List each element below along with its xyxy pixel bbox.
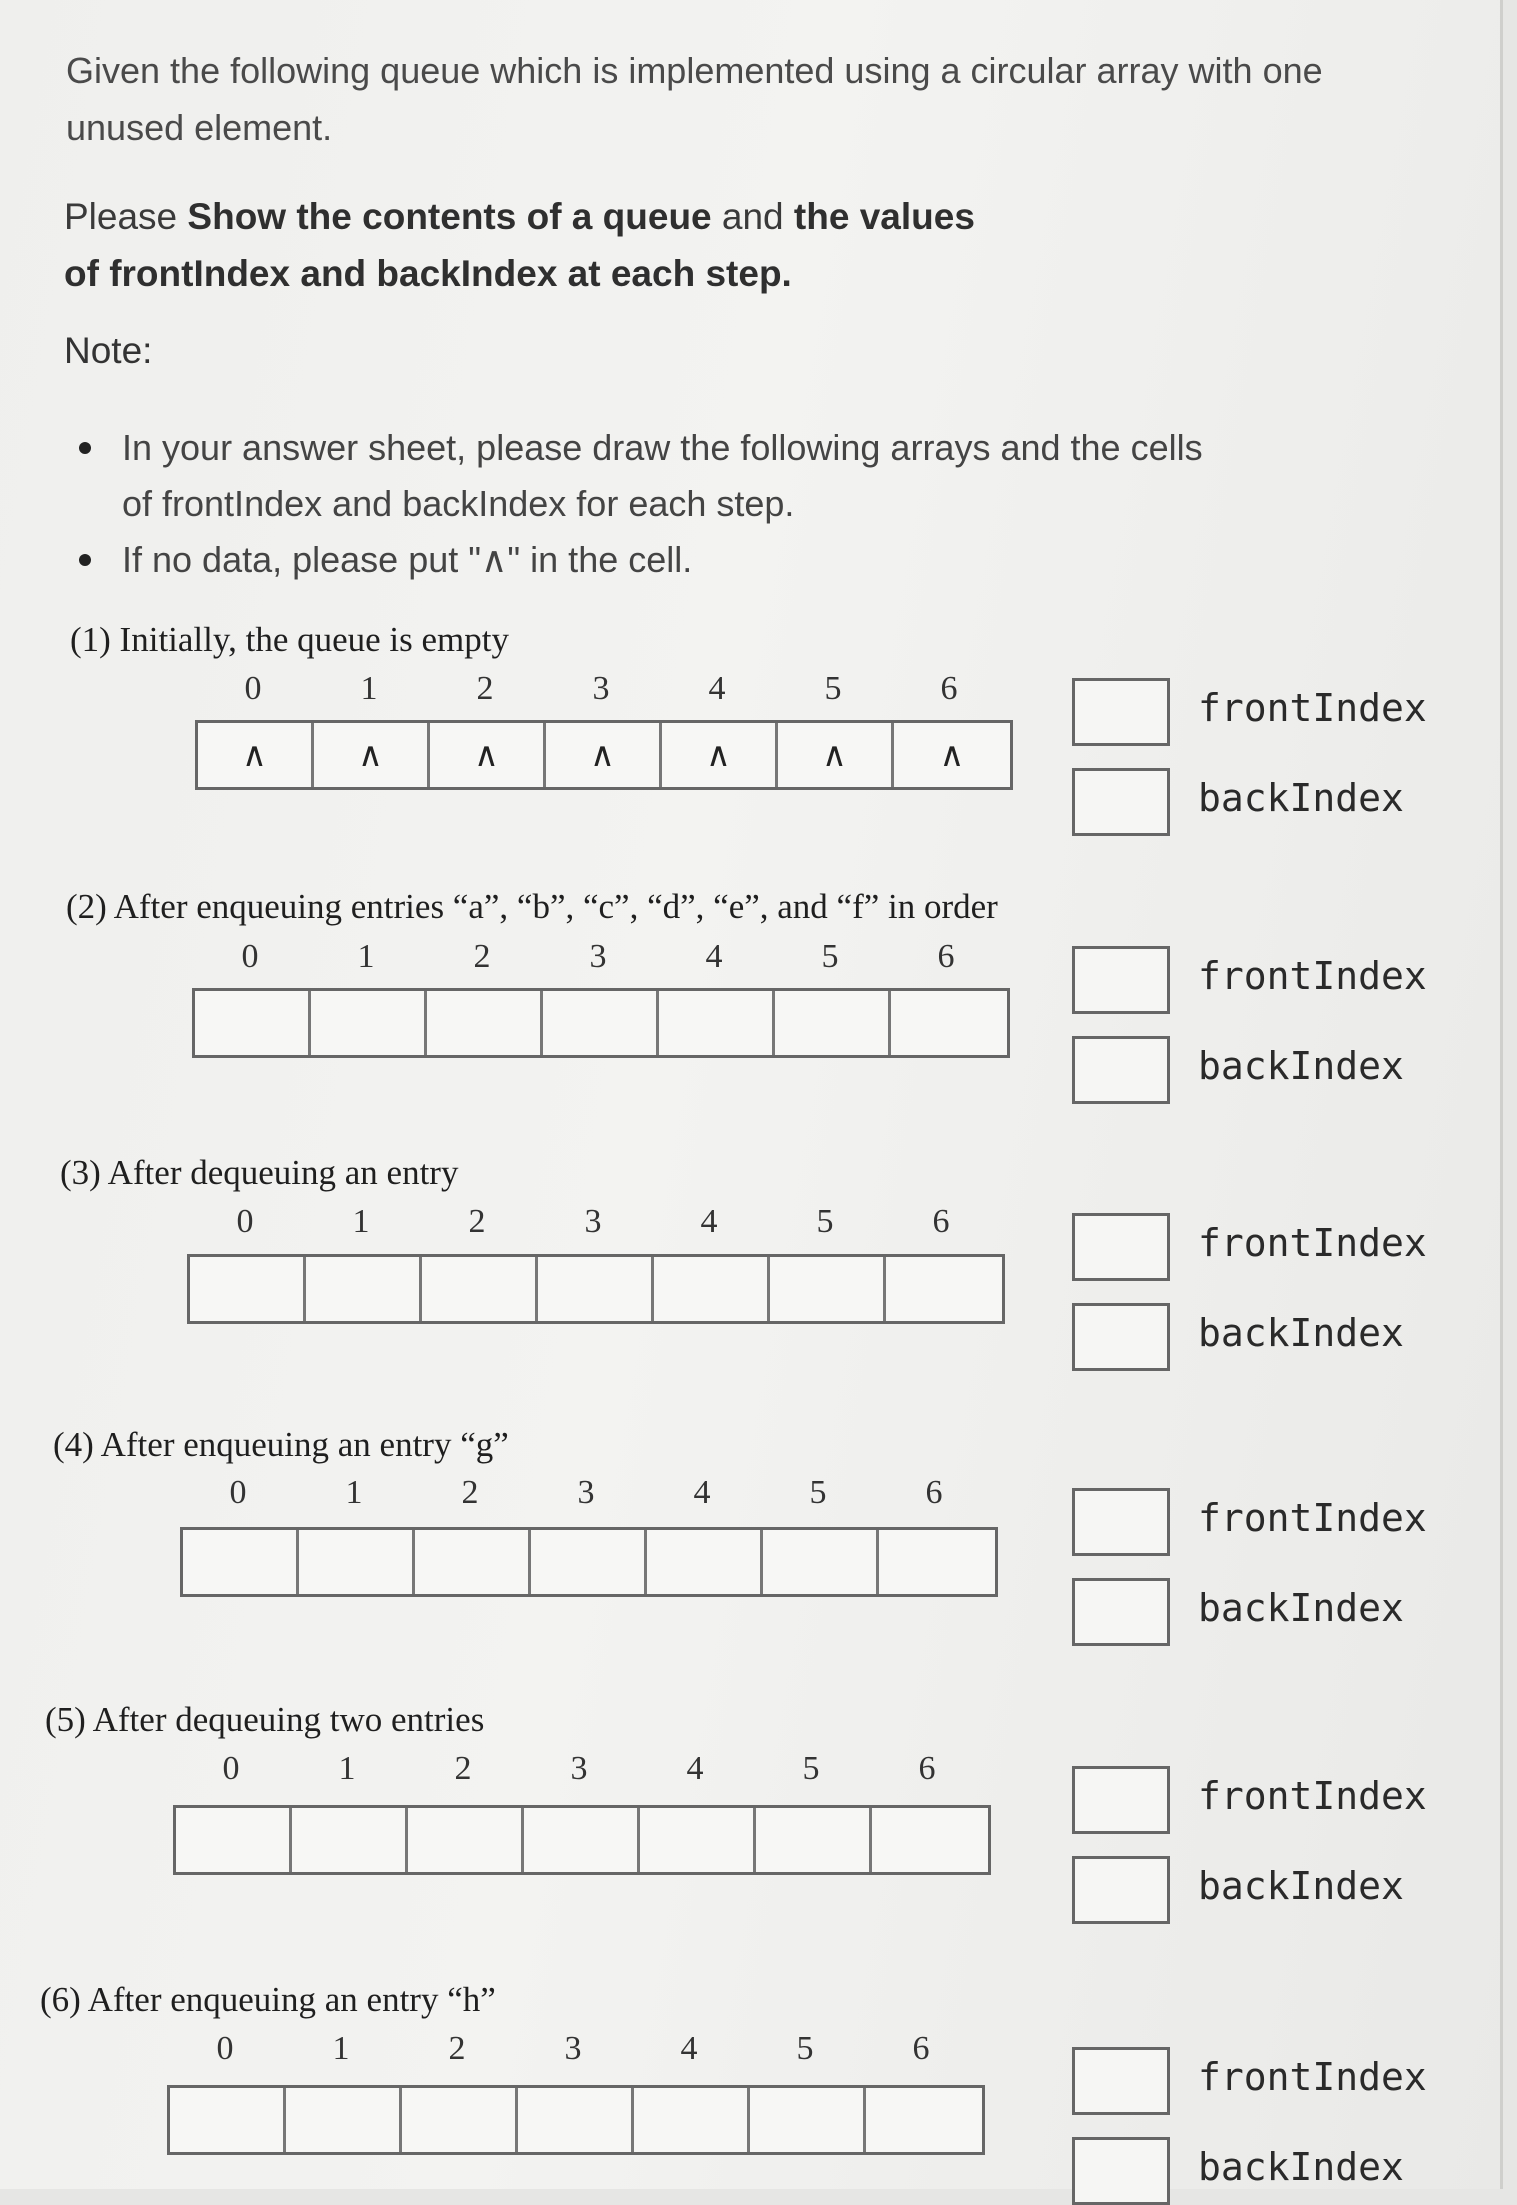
step-3-title: (3) After dequeuing an entry — [60, 1153, 459, 1192]
step-3-front-index-label: frontIndex — [1198, 1221, 1427, 1265]
index-label: 5 — [796, 2030, 814, 2067]
array-cell[interactable] — [183, 1530, 299, 1594]
step-2-back-index-label: backIndex — [1198, 1044, 1404, 1088]
index-label: 3 — [592, 670, 610, 707]
step-5-front-index-box[interactable] — [1072, 1766, 1170, 1834]
step-5-front-index-label: frontIndex — [1198, 1774, 1427, 1818]
array-cell[interactable] — [756, 1808, 872, 1872]
index-label: 5 — [816, 1203, 834, 1240]
array-cell[interactable] — [402, 2088, 518, 2152]
array-cell[interactable]: ∧ — [314, 723, 430, 787]
array-cell[interactable] — [518, 2088, 634, 2152]
intro-line-2: unused element. — [66, 107, 333, 148]
array-cell[interactable] — [543, 991, 659, 1055]
step-1-array — [195, 720, 1013, 790]
step-6-front-index-label: frontIndex — [1198, 2055, 1427, 2099]
index-label: 2 — [476, 670, 494, 707]
array-cell[interactable] — [286, 2088, 402, 2152]
index-label: 6 — [932, 1203, 950, 1240]
instruction-paragraph — [64, 188, 1164, 302]
step-1-back-index-label: backIndex — [1198, 776, 1404, 820]
index-label: 5 — [821, 938, 839, 975]
step-4-index-row — [180, 1474, 992, 1512]
bullet-1-line-2: of frontIndex and backIndex for each step. — [122, 483, 795, 524]
step-6-back-index-label: backIndex — [1198, 2145, 1404, 2189]
array-cell[interactable] — [763, 1530, 879, 1594]
index-label: 1 — [360, 670, 378, 707]
index-label: 0 — [222, 1750, 240, 1787]
index-label: 5 — [802, 1750, 820, 1787]
step-2-array — [192, 988, 1010, 1058]
index-label: 3 — [584, 1203, 602, 1240]
step-4-array — [180, 1527, 998, 1597]
step-2-front-index-box[interactable] — [1072, 946, 1170, 1014]
index-label: 6 — [918, 1750, 936, 1787]
array-cell[interactable] — [176, 1808, 292, 1872]
index-label: 4 — [680, 2030, 698, 2067]
step-4-back-index-label: backIndex — [1198, 1586, 1404, 1630]
step-1-title: (1) Initially, the queue is empty — [70, 620, 510, 659]
index-label: 3 — [589, 938, 607, 975]
array-cell[interactable]: ∧ — [662, 723, 778, 787]
instruction-show: Show the contents of a queue — [187, 196, 712, 237]
step-1-front-index-label: frontIndex — [1198, 686, 1427, 730]
array-cell[interactable] — [408, 1808, 524, 1872]
array-cell[interactable] — [640, 1808, 756, 1872]
array-cell[interactable] — [659, 991, 775, 1055]
array-cell[interactable] — [634, 2088, 750, 2152]
step-1-back-index-box[interactable] — [1072, 768, 1170, 836]
array-cell[interactable] — [292, 1808, 408, 1872]
instruction-and: and — [711, 196, 794, 237]
index-label: 1 — [345, 1474, 363, 1511]
index-label: 3 — [577, 1474, 595, 1511]
step-4-front-index-label: frontIndex — [1198, 1496, 1427, 1540]
step-1-index-row — [195, 670, 1007, 708]
step-4-title: (4) After enqueuing an entry “g” — [53, 1425, 509, 1464]
index-label: 1 — [332, 2030, 350, 2067]
index-label: 0 — [229, 1474, 247, 1511]
index-label: 2 — [454, 1750, 472, 1787]
bullet-1-line-1: In your answer sheet, please draw the following arrays and the cells — [122, 427, 1203, 468]
array-cell[interactable] — [647, 1530, 763, 1594]
array-cell[interactable] — [306, 1257, 422, 1321]
array-cell[interactable]: ∧ — [546, 723, 662, 787]
step-5-array — [173, 1805, 991, 1875]
array-cell[interactable] — [170, 2088, 286, 2152]
array-cell[interactable]: ∧ — [430, 723, 546, 787]
instruction-values: the values — [793, 196, 975, 237]
index-label: 6 — [940, 670, 958, 707]
array-cell[interactable] — [311, 991, 427, 1055]
step-2-front-index-label: frontIndex — [1198, 954, 1427, 998]
step-5-title: (5) After dequeuing two entries — [45, 1700, 485, 1739]
array-cell[interactable] — [750, 2088, 866, 2152]
index-label: 1 — [338, 1750, 356, 1787]
index-label: 1 — [352, 1203, 370, 1240]
array-cell[interactable] — [538, 1257, 654, 1321]
index-label: 6 — [912, 2030, 930, 2067]
intro-line-1: Given the following queue which is implemented using a circular array with one — [66, 50, 1323, 91]
index-label: 6 — [925, 1474, 943, 1511]
bullet-2 — [75, 532, 1275, 588]
step-6-array — [167, 2085, 985, 2155]
index-label: 0 — [244, 670, 262, 707]
bullet-1 — [75, 420, 1275, 532]
array-cell[interactable]: ∧ — [198, 723, 314, 787]
array-cell[interactable] — [422, 1257, 538, 1321]
step-6-index-row — [167, 2030, 979, 2068]
index-label: 5 — [824, 670, 842, 707]
array-cell[interactable] — [299, 1530, 415, 1594]
array-cell[interactable]: ∧ — [939, 736, 965, 774]
array-cell[interactable]: ∧ — [778, 723, 894, 787]
step-2-back-index-box[interactable] — [1072, 1036, 1170, 1104]
step-5-index-row — [173, 1750, 985, 1788]
array-cell[interactable] — [879, 1530, 995, 1594]
step-6-back-index-box[interactable] — [1072, 2137, 1170, 2205]
step-4-back-index-box[interactable] — [1072, 1578, 1170, 1646]
index-label: 0 — [236, 1203, 254, 1240]
array-cell[interactable] — [891, 991, 1007, 1055]
index-label: 4 — [705, 938, 723, 975]
index-label: 4 — [708, 670, 726, 707]
array-cell[interactable] — [531, 1530, 647, 1594]
intro-paragraph — [66, 42, 1406, 156]
step-6-title: (6) After enqueuing an entry “h” — [40, 1980, 496, 2019]
note-label: Note: — [64, 330, 153, 371]
step-2-title: (2) After enqueuing entries “a”, “b”, “c”, “d”, “e”, and “f” in order — [66, 887, 998, 926]
array-cell[interactable] — [524, 1808, 640, 1872]
step-1-front-index-box[interactable] — [1072, 678, 1170, 746]
index-label: 0 — [241, 938, 259, 975]
note-bullets — [75, 420, 1275, 588]
step-3-index-row — [187, 1203, 999, 1241]
array-cell[interactable] — [427, 991, 543, 1055]
index-label: 2 — [473, 938, 491, 975]
index-label: 3 — [564, 2030, 582, 2067]
step-5-back-index-box[interactable] — [1072, 1856, 1170, 1924]
index-label: 3 — [570, 1750, 588, 1787]
step-4-front-index-box[interactable] — [1072, 1488, 1170, 1556]
instruction-line-2: of frontIndex and backIndex at each step. — [64, 253, 792, 294]
step-6-front-index-box[interactable] — [1072, 2047, 1170, 2115]
index-label: 1 — [357, 938, 375, 975]
step-3-front-index-box[interactable] — [1072, 1213, 1170, 1281]
index-label: 2 — [448, 2030, 466, 2067]
bullet-2-line-1: If no data, please put "∧" in the cell. — [122, 539, 693, 580]
array-cell[interactable] — [775, 991, 891, 1055]
array-cell[interactable] — [190, 1257, 306, 1321]
array-cell[interactable] — [866, 2088, 982, 2152]
index-label: 0 — [216, 2030, 234, 2067]
index-label: 4 — [700, 1203, 718, 1240]
array-cell[interactable] — [886, 1257, 1002, 1321]
array-cell[interactable] — [195, 991, 311, 1055]
array-cell[interactable] — [654, 1257, 770, 1321]
index-label: 2 — [461, 1474, 479, 1511]
index-label: 4 — [693, 1474, 711, 1511]
step-3-array — [187, 1254, 1005, 1324]
array-cell[interactable] — [872, 1808, 988, 1872]
instruction-please: Please — [64, 196, 188, 237]
step-5-back-index-label: backIndex — [1198, 1864, 1404, 1908]
step-3-back-index-box[interactable] — [1072, 1303, 1170, 1371]
step-2-index-row — [192, 938, 1004, 976]
index-label: 2 — [468, 1203, 486, 1240]
index-label: 5 — [809, 1474, 827, 1511]
step-3-back-index-label: backIndex — [1198, 1311, 1404, 1355]
index-label: 6 — [937, 938, 955, 975]
array-cell[interactable] — [415, 1530, 531, 1594]
index-label: 4 — [686, 1750, 704, 1787]
array-cell[interactable] — [770, 1257, 886, 1321]
